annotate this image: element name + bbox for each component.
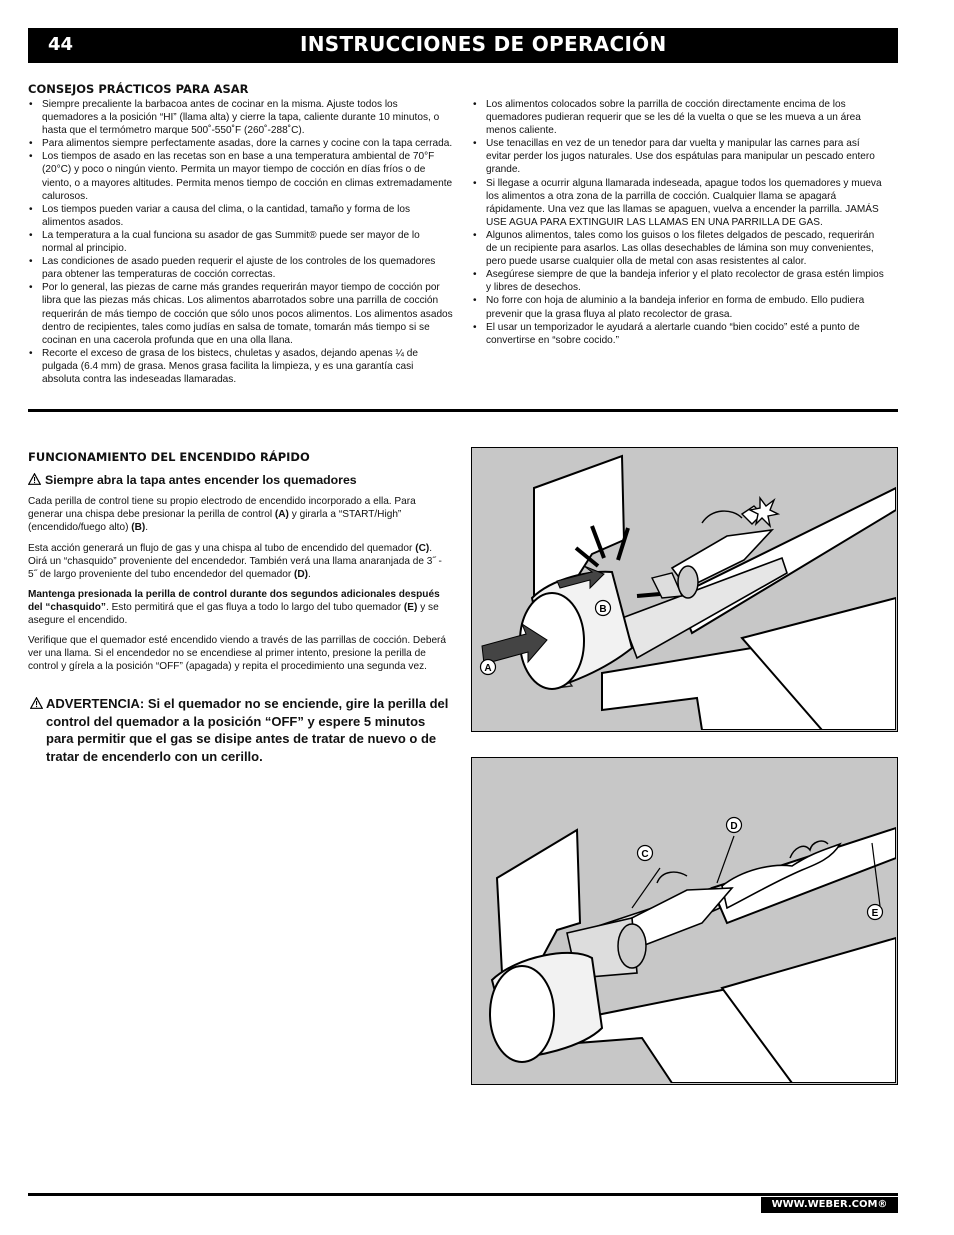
text-run: y girarla a “START/High” (encendido/fuego alto) (28, 509, 402, 534)
list-item: • Para alimentos siempre perfectamente asadas, dore la carnes y cocine con la tapa cerrada. (28, 137, 453, 150)
page-number: 44 (48, 34, 74, 55)
text-run: y se asegure el encendido. (28, 602, 439, 627)
label-ref-d: (D) (294, 569, 309, 581)
ignition-paragraph-1 (28, 495, 450, 534)
list-item: • Las condiciones de asado pueden requerir el ajuste de los controles de los quemadores para obtener las temperaturas de cocción correctas. (28, 255, 453, 281)
ignition-warning (28, 695, 453, 765)
text-run: Cada perilla de control tiene su propio electrodo de encendido incorporado a ella. Para generar una chispa debe presionar la perilla de control (28, 496, 416, 521)
list-item: • Los tiempos de asado en las recetas son en base a una temperatura ambiental de 70°F (20°C) y poco o ningún viento. Permita un mayor tiempo de cocción en días fríos o de viento, o a mayores altitudes. Permita menos tiempo de cocción en climas extremadamente calurosos. (28, 150, 453, 202)
label-ref-e: (E) (403, 602, 418, 614)
list-item: • El usar un temporizador le ayudará a alertarle cuando “bien cocido” esté a punto de convertirse en “sobre cocido.” (472, 321, 884, 347)
ignition-paragraph-2 (28, 542, 450, 581)
ignition-paragraph-4: Verifique que el quemador esté encendido viendo a través de las parrillas de cocción. Deberá ver una llama. Si el encendedor no se encendiese al primer intento, presione la perilla de control y gírela a la posición “OFF” (apagada) y repita el procedimiento una segunda vez. (28, 635, 447, 673)
label-ref-b: (B) (131, 522, 146, 534)
list-item: • Los alimentos colocados sobre la parrilla de cocción directamente encima de los quemadores pudieran requerir que se les dé la vuelta o que se les mueva a un área menos caliente. (472, 98, 884, 137)
text-run: . Esto permitirá que el gas fluya a todo lo largo del tubo quemador (105, 602, 404, 614)
ignition-warning-text: ADVERTENCIA: Si el quemador no se enciende, gire la perilla del control del quemador a la posición “OFF” y espere 5 minutos para permitir que el gas se disipe antes de tratar de nuevo o de tratar de encenderlo con un cerillo. (46, 696, 449, 764)
burner-ignition-illustration (472, 448, 896, 730)
list-item: • No forre con hoja de aluminio a la bandeja inferior en forma de embudo. Ello pudiera prevenir que la grasa fluya al plato recolector de grasa. (472, 294, 884, 320)
callout-d: D (730, 821, 738, 832)
ignition-heading: FUNCIONAMIENTO DEL ENCENDIDO RÁPIDO (28, 450, 310, 464)
footer-rule (28, 1193, 898, 1196)
list-item: • Los tiempos pueden variar a causa del clima, o la cantidad, tamaño y forma de los alimentos asados. (28, 203, 453, 229)
header-bar (28, 28, 898, 63)
warning-triangle-icon (28, 473, 41, 485)
list-item: • Algunos alimentos, tales como los guisos o los filetes delgados de pescado, requerirán de un recipiente para asarlos. Las ollas desechables de lámina son muy convenientes, pero puede usarse cualquier olla de metal con asas resistentes al calor. (472, 229, 884, 268)
tips-heading: CONSEJOS PRÁCTICOS PARA ASAR (28, 82, 249, 96)
list-item: • La temperatura a la cual funciona su asador de gas Summit® puede ser mayor de lo normal al principio. (28, 229, 453, 255)
figure-knob-press (471, 447, 898, 732)
footer-url: WWW.WEBER.COM® (761, 1197, 898, 1213)
list-item: • Asegúrese siempre de que la bandeja inferior y el plato recolector de grasa estén limpios y libres de desechos. (472, 268, 884, 294)
callout-c: C (641, 849, 649, 860)
text-run: . Oirá un “chasquido” proveniente del encendedor. También verá una llama anaranjada de 3˝ - 5˝ de largo proveniente del tubo encendedor del quemador (28, 543, 442, 581)
list-item: • Si llegase a ocurrir alguna llamarada indeseada, apague todos los quemadores y mueva los alimentos a otra zona de la parrilla de cocción. Cualquier llama se apagará rápidamente. Una vez que las llamas se apaguen, vuelva a encender la parrilla. JAMÁS USE AGUA PARA EXTINGUIR LAS LLAMAS EN UNA PARRILLA DE GAS. (472, 177, 884, 229)
lid-warning-text: Siempre abra la tapa antes encender los quemadores (45, 473, 357, 487)
figure-burner-lit (471, 757, 898, 1085)
warning-triangle-icon (30, 697, 43, 709)
list-item: • Use tenacillas en vez de un tenedor para dar vuelta y manipular las carnes para así evitar perder los jugos naturales. Use dos espátulas para manipular un pescado entero grande. (472, 137, 884, 176)
burner-flame-illustration (472, 758, 896, 1083)
tips-list-left (28, 98, 453, 386)
text-run: . (145, 522, 149, 534)
callout-a: A (484, 663, 492, 674)
section-divider (28, 409, 898, 412)
lid-warning (28, 473, 357, 487)
ignition-paragraph-3 (28, 588, 450, 627)
list-item: • Por lo general, las piezas de carne más grandes requerirán mayor tiempo de cocción por libra que las piezas más chicas. Los alimentos abarrotados sobre una parrilla de cocción requerirán de más tiempo de cocción que sólo unos pocos alimentos. Los alimentos asados dentro de recipientes, tales como judías en salsa de tomate, tomarán más tiempo si se cocinan en una cacerola profunda que en una olla llana. (28, 281, 453, 346)
text-run: . (308, 569, 311, 581)
label-ref-a: (A) (274, 509, 289, 521)
page-title: INSTRUCCIONES DE OPERACIÓN (300, 32, 667, 56)
list-item: • Recorte el exceso de grasa de los bistecs, chuletas y asados, dejando apenas ¼ de pulgada (6.4 mm) de grasa. Menos grasa facilita la limpieza, y es una garantía casi absoluta contra las indeseadas llamaradas. (28, 347, 453, 386)
list-item: • Siempre precaliente la barbacoa antes de cocinar en la misma. Ajuste todos los quemadores a la posición “HI” (llama alta) y cierre la tapa, caliente durante 10 minutos, o hasta que el termómetro marque 500˚-550˚F (260˚-288˚C). (28, 98, 453, 137)
tips-list-right (472, 98, 884, 347)
label-ref-c: (C) (415, 543, 430, 554)
callout-b: B (599, 604, 607, 615)
text-run: Esta acción generará un flujo de gas y una chispa al tubo de encendido del quemador (28, 543, 416, 554)
text-run-bold: Mantenga presionada la perilla de control durante dos segundos adicionales después del “chasquido” (28, 589, 440, 614)
callout-e: E (871, 908, 879, 919)
